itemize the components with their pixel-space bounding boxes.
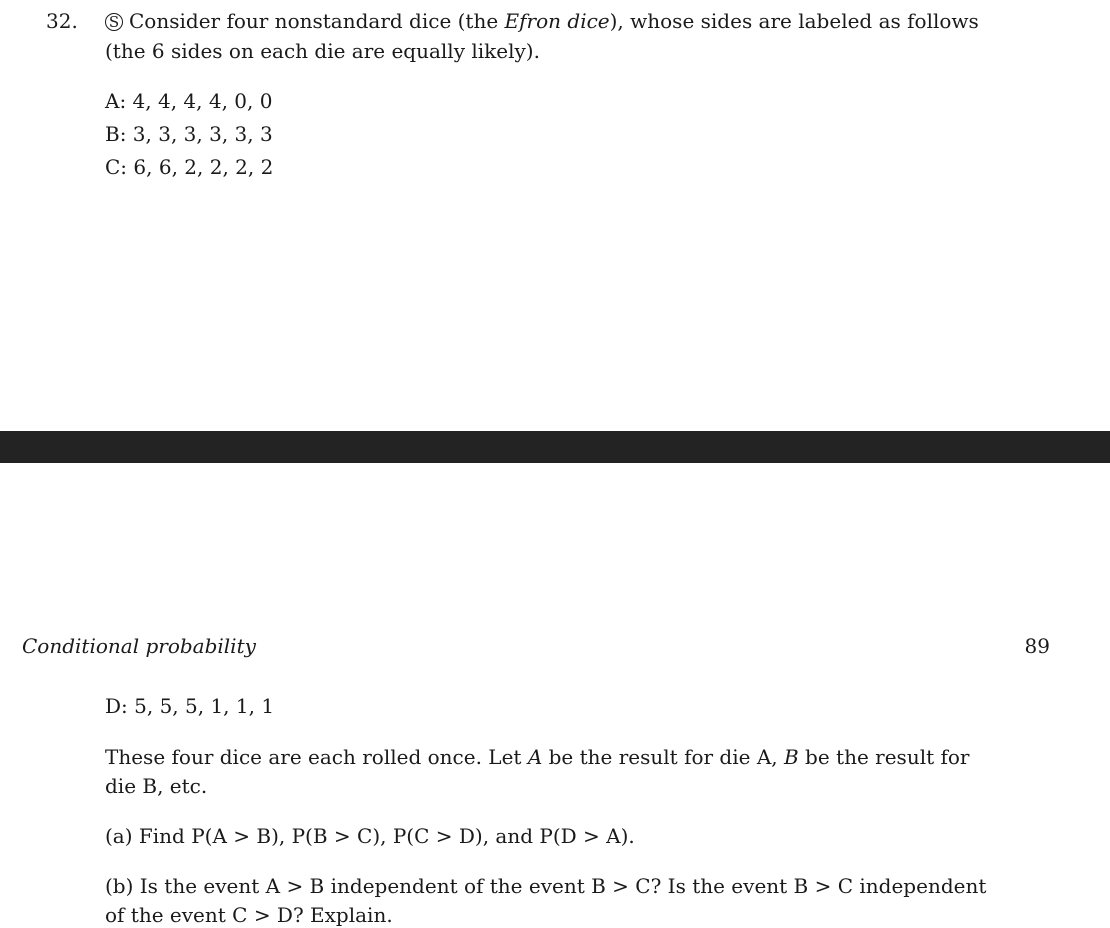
problem-number: 32. <box>46 9 78 33</box>
para-text-3: be the result for <box>798 745 970 769</box>
page-number: 89 <box>1024 634 1050 658</box>
problem-statement-line1 <box>105 8 979 34</box>
die-d-faces: D: 5, 5, 5, 1, 1, 1 <box>105 694 275 718</box>
solution-available-icon: S <box>105 13 123 31</box>
dice-roll-paragraph-line1 <box>105 744 970 770</box>
part-b-question-line1: (b) Is the event A > B independent of the event B > C? Is the event B > C independent <box>105 874 987 898</box>
problem-text-post: ), whose sides are labeled as follows <box>609 9 979 33</box>
var-b: B <box>783 745 799 769</box>
problem-statement-line2: (the 6 sides on each die are equally likely). <box>105 39 540 63</box>
die-c-faces: C: 6, 6, 2, 2, 2, 2 <box>105 155 274 179</box>
running-head: Conditional probability <box>22 634 256 658</box>
part-a-question: (a) Find P(A > B), P(B > C), P(C > D), and P(D > A). <box>105 824 635 848</box>
para-text-1: These four dice are each rolled once. Let <box>105 745 528 769</box>
var-a: A <box>527 745 543 769</box>
dice-roll-paragraph-line2: die B, etc. <box>105 774 208 798</box>
die-a-faces: A: 4, 4, 4, 4, 0, 0 <box>105 89 273 113</box>
efron-dice-term: Efron dice <box>504 9 610 33</box>
page-upper <box>0 0 1110 431</box>
para-text-2: be the result for die A, <box>542 745 784 769</box>
part-b-question-line2: of the event C > D? Explain. <box>105 903 393 927</box>
problem-text-pre: Consider four nonstandard dice (the <box>129 9 505 33</box>
die-b-faces: B: 3, 3, 3, 3, 3, 3 <box>105 122 273 146</box>
page-break-bar <box>0 431 1110 463</box>
